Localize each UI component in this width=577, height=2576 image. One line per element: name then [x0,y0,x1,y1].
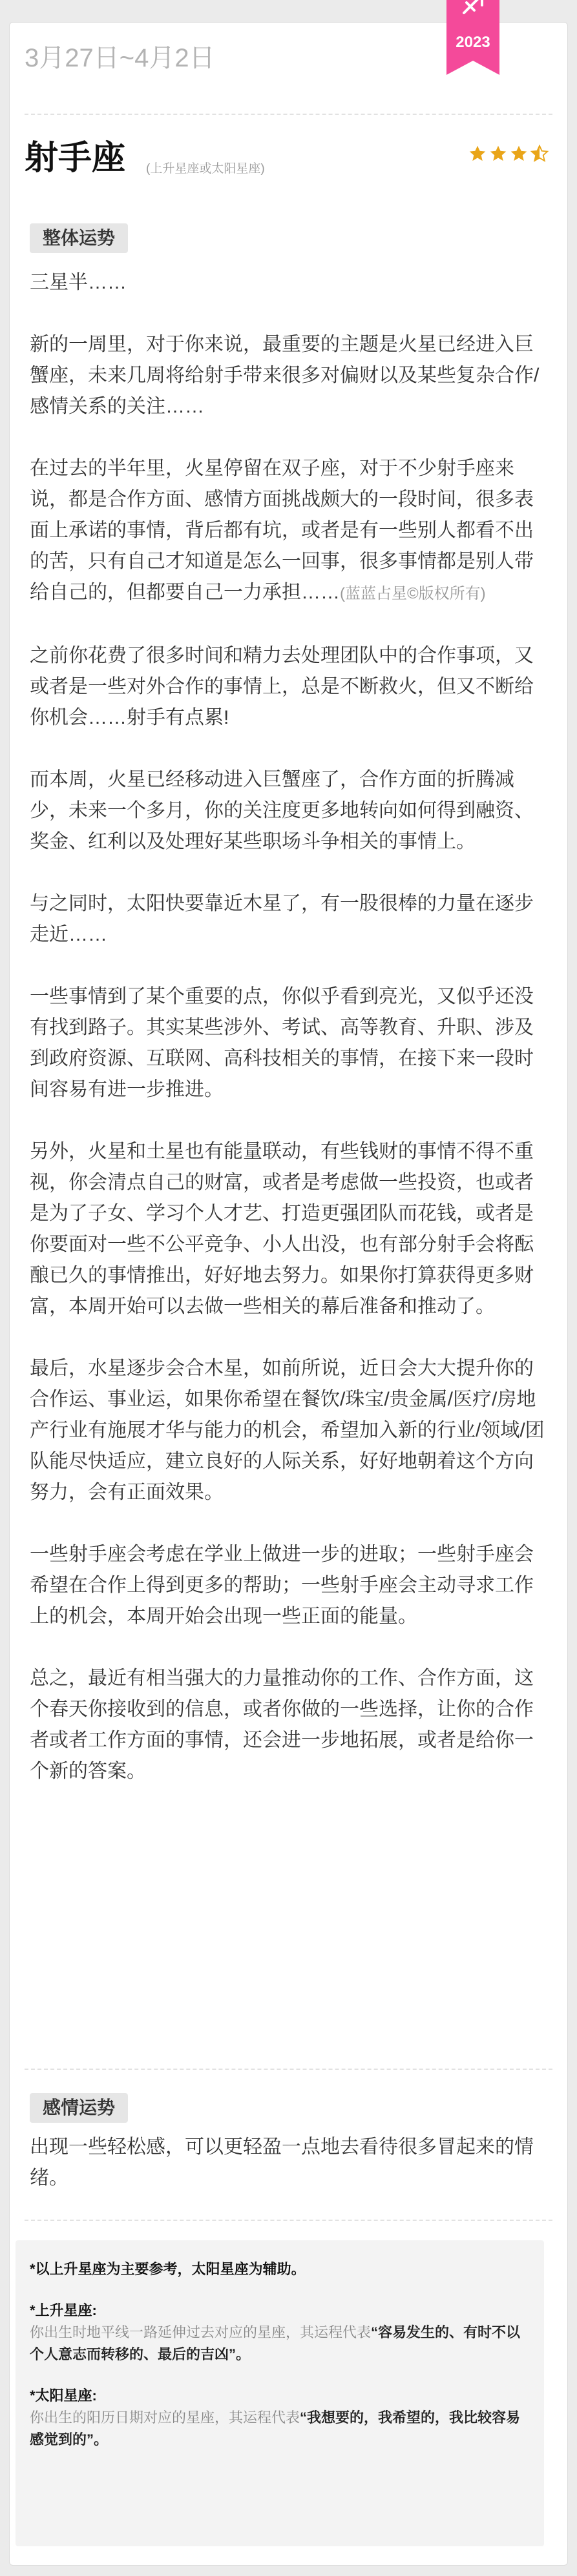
overall-paragraph: 总之，最近有相当强大的力量推动你的工作、合作方面，这个春天你接收到的信息，或者你做的一些选择，让你的合作者或者工作方面的事情，还会进一步地拓展，或者是给你一个新的答案。 [30,1668,534,1782]
love-section-label: 感情运势 [30,2093,128,2123]
notes-box [16,2240,544,2546]
sun-note [30,2385,530,2451]
star-icon [489,145,507,163]
overall-paragraph: 最后，水星逐步会合木星，如前所说，近日会大大提升你的合作运、事业运，如果你希望在餐饮/珠宝/贵金属/医疗/房地产行业有施展才华与能力的机会，希望加入新的行业/领域/团队能尽快适应，建立良好的人际关系，好好地朝着这个方向努力，会有正面效果。 [30,1358,545,1503]
sun-note-text: 你出生的阳历日期对应的星座，其运程代表 [30,2409,300,2426]
overall-paragraph-text: 在过去的半年里，火星停留在双子座，对于不少射手座来说，都是合作方面、感情方面挑战颇大的一段时间，很多表面上承诺的事情，背后都有坑，或者是有一些别人都看不出的苦，只有自己才知道是怎么一回事，很多事情都是别人带给自己的，但都要自己一力承担…… [30,458,534,603]
overall-paragraph: 另外，火星和土星也有能量联动，有些钱财的事情不得不重视，你会清点自己的财富，或者是考虑做一些投资，也或者是为了子女、学习个人才艺、打造更强团队而花钱，或者是你要面对一些不公平竞争、小人出没，也有部分射手会将酝酿已久的事情推出，好好地去努力。如果你打算获得更多财富，本周开始可以去做一些相关的幕后准备和推动了。 [30,1141,534,1317]
star-icon [510,145,528,163]
sagittarius-icon [460,0,486,17]
overall-paragraph: 一些事情到了某个重要的点，你似乎看到亮光，又似乎还没有找到路子。其实某些涉外、考试、高等教育、升职、涉及到政府资源、互联网、高科技相关的事情，在接下来一段时间容易有进一步推进。 [30,986,534,1100]
star-rating [468,145,549,163]
date-range: 3月27日~4月2日 [25,44,215,72]
sun-note-heading: *太阳星座: [30,2387,97,2404]
rising-note-text: 你出生时地平线一路延伸过去对应的星座，其运程代表 [30,2324,372,2340]
year-badge [446,0,499,75]
sign-title: 射手座 [25,139,126,177]
overall-section-body [30,267,547,1787]
love-paragraph: 出现一些轻松感，可以更轻盈一点地去看待很多冒起来的情绪。 [30,2136,534,2189]
overall-paragraph: 新的一周里，对于你来说，最重要的主题是火星已经进入巨蟹座，未来几周将给射手带来很多对偏财以及某些复杂合作/感情关系的关注…… [30,334,540,417]
overall-paragraph: 一些射手座会考虑在学业上做进一步的进取；一些射手座会希望在合作上得到更多的帮助；一些射手座会主动寻求工作上的机会，本周开始会出现一些正面的能量。 [30,1544,534,1627]
overall-section-label: 整体运势 [30,223,128,253]
badge-year: 2023 [456,34,490,51]
sign-note: (上升星座或太阳星座) [146,162,265,176]
star-icon [468,145,487,163]
sun-note-quote: “我想要的，我希望的，我比较容易感觉到的”。 [30,2409,521,2448]
overall-paragraph: 与之同时，太阳快要靠近木星了，有一股很棒的力量在逐步走近…… [30,893,534,945]
header-divider [25,114,552,115]
overall-paragraph [30,453,547,609]
section-divider [25,2069,552,2070]
rising-note-quote: “容易发生的、有时不以个人意志而转移的、最后的吉凶”。 [30,2324,521,2362]
notes-main: *以上升星座为主要参考，太阳星座为辅助。 [30,2261,306,2277]
copyright-note: (蓝蓝占星©版权所有) [340,585,486,602]
overall-paragraph: 三星半…… [30,272,127,293]
rising-note [30,2300,530,2366]
overall-paragraph: 之前你花费了很多时间和精力去处理团队中的合作事项，又或者是一些对外合作的事情上，总是不断救火，但又不断给你机会……射手有点累! [30,645,534,728]
section-divider [25,2220,552,2221]
overall-paragraph: 而本周，火星已经移动进入巨蟹座了，合作方面的折腾减少，未来一个多月，你的关注度更多地转向如何得到融资、奖金、红利以及处理好某些职场斗争相关的事情上。 [30,769,534,852]
half-star-icon [530,145,549,163]
rising-note-heading: *上升星座: [30,2302,97,2318]
love-section-body [30,2132,547,2194]
